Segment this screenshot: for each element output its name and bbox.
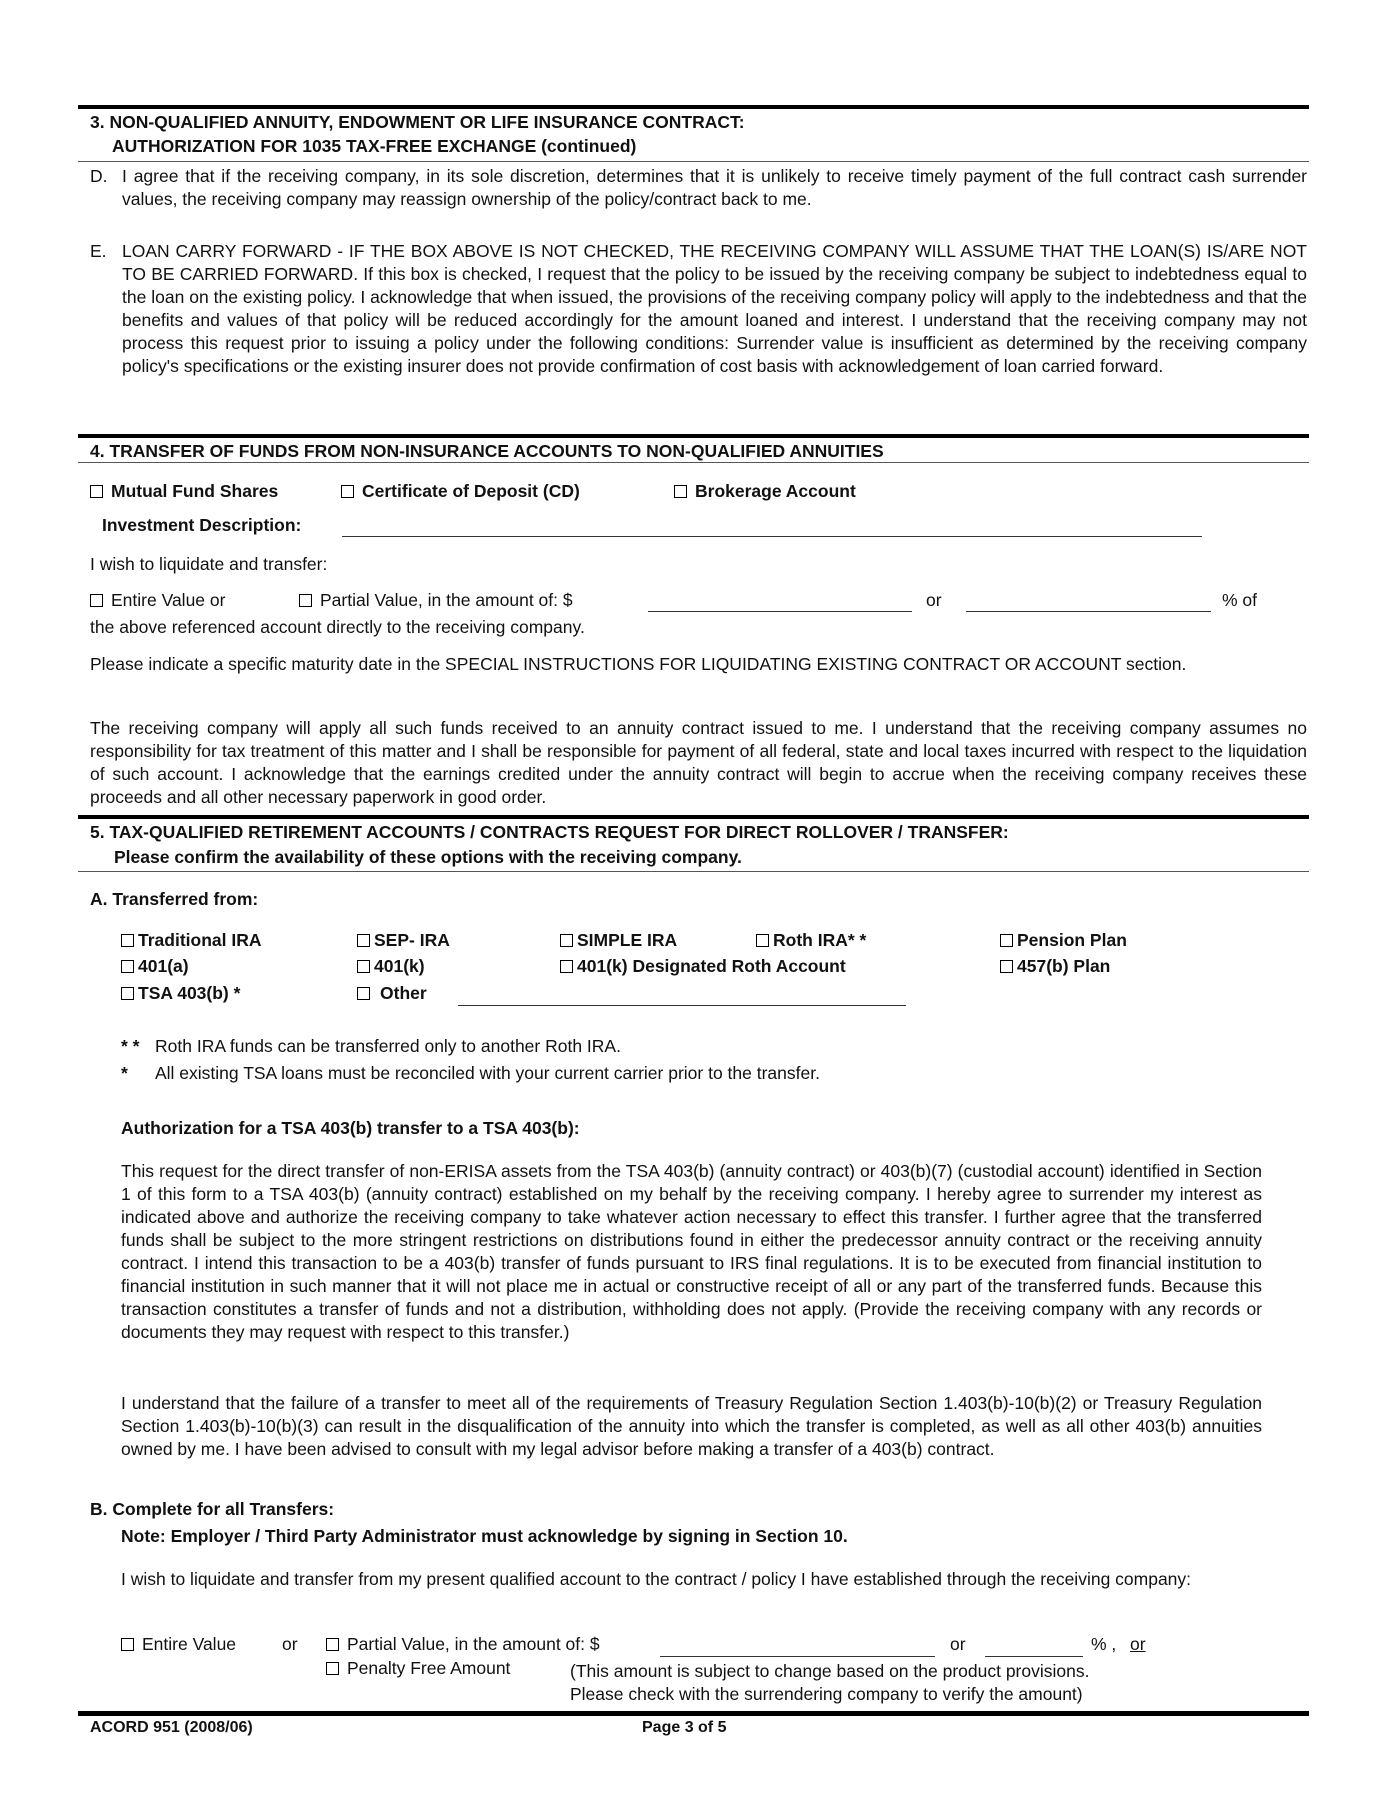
checkbox-icon[interactable] [341, 485, 354, 498]
part-b-partial-amount-field[interactable] [660, 1656, 935, 1657]
footer-divider [78, 1711, 1309, 1716]
or-label: or [926, 590, 942, 610]
footnote1-text: Roth IRA funds can be transferred only to another Roth IRA. [155, 1036, 621, 1056]
footnote1-mark: * * [121, 1036, 140, 1056]
form-id: ACORD 951 (2008/06) [90, 1719, 253, 1736]
section-divider [78, 105, 1309, 109]
partial-amount-field[interactable] [648, 611, 912, 612]
checkbox-icon[interactable] [357, 987, 370, 1000]
penalty-note-line2: Please check with the surrendering company to verify the amount) [570, 1684, 1083, 1704]
other-option[interactable]: Other [357, 983, 427, 1004]
checkbox-icon[interactable] [560, 934, 573, 947]
part-b-or2-label: or [950, 1634, 966, 1654]
checkbox-icon[interactable] [326, 1662, 339, 1675]
tsa-auth-para2: I understand that the failure of a transfer to meet all of the requirements of Treasury Regulation Section 1.403(b)-10(b)(2) or Treasury Regulation Section 1.403(b)-10(b)(3) can result in the disqualification of the annuity into which the transfer is completed, as well as all other 403(b) annuities owned by me. I have been advised to consult with my legal advisor before making a transfer of a 403(b) contract. [121, 1393, 1262, 1459]
partial-value-option[interactable]: Partial Value, in the amount of: $ [299, 590, 573, 611]
section5-title-line1: 5. TAX-QUALIFIED RETIREMENT ACCOUNTS / CONTRACTS REQUEST FOR DIRECT ROLLOVER / TRANSFER: [90, 822, 1009, 842]
section-divider [78, 161, 1309, 162]
section-divider [78, 871, 1309, 872]
checkbox-icon[interactable] [1000, 960, 1013, 973]
checkbox-icon[interactable] [121, 934, 134, 947]
percent-field[interactable] [966, 611, 1211, 612]
checkbox-icon[interactable] [756, 934, 769, 947]
part-b-or3-label: or [1130, 1634, 1146, 1654]
checkbox-icon[interactable] [90, 485, 103, 498]
checkbox-icon[interactable] [674, 485, 687, 498]
part-b-partial-value-option[interactable]: Partial Value, in the amount of: $ [326, 1634, 600, 1655]
pension-plan-option[interactable]: Pension Plan [1000, 930, 1127, 951]
item-e-label: E. [90, 241, 107, 261]
checkbox-icon[interactable] [90, 594, 103, 607]
part-b-percent-label: % , [1091, 1634, 1117, 1654]
penalty-note-line1: (This amount is subject to change based on the product provisions. [570, 1661, 1090, 1681]
roth-ira-option[interactable]: Roth IRA* * [756, 930, 866, 951]
part-a-label: A. Transferred from: [90, 889, 259, 909]
section-divider [78, 462, 1309, 463]
section5-title-line2: Please confirm the availability of these options with the receiving company. [114, 847, 742, 867]
item-e [90, 240, 1307, 378]
part-b-label: B. Complete for all Transfers: [90, 1499, 335, 1519]
investment-description-label: Investment Description: [102, 515, 302, 535]
funds-note: The receiving company will apply all such funds received to an annuity contract issued to me. I understand that the receiving company assumes no responsibility for tax treatment of this matter and I shall be responsible for payment of all federal, state and local taxes incurred with respect to the liquidation of such account. I acknowledge that the earnings credited under the annuity contract will begin to accrue when the receiving company receives these proceeds and all other necessary paperwork in good order. [90, 718, 1307, 807]
page-number: Page 3 of 5 [642, 1719, 727, 1736]
brokerage-account-option[interactable]: Brokerage Account [674, 481, 856, 502]
checkbox-icon[interactable] [121, 987, 134, 1000]
section-divider [78, 434, 1309, 438]
investment-description-field[interactable] [342, 536, 1202, 537]
checkbox-icon[interactable] [1000, 934, 1013, 947]
footnote2-mark: * [121, 1063, 128, 1083]
section3-title-line2: AUTHORIZATION FOR 1035 TAX-FREE EXCHANGE (continued) [112, 136, 637, 156]
item-d-text: I agree that if the receiving company, in its sole discretion, determines that it is unlikely to receive timely payment of the full contract cash surrender values, the receiving company may reassign ownership of the policy/contract back to me. [122, 166, 1307, 209]
sep-ira-option[interactable]: SEP- IRA [357, 930, 450, 951]
footnote2-text: All existing TSA loans must be reconciled with your current carrier prior to the transfer. [155, 1063, 820, 1083]
part-b-note: Note: Employer / Third Party Administrator must acknowledge by signing in Section 10. [121, 1526, 848, 1546]
tsa-403b-option[interactable]: TSA 403(b) * [121, 983, 240, 1004]
part-b-or-label: or [282, 1634, 298, 1654]
457b-plan-option[interactable]: 457(b) Plan [1000, 956, 1110, 977]
liquidate-label: I wish to liquidate and transfer: [90, 554, 328, 574]
checkbox-icon[interactable] [121, 1638, 134, 1651]
checkbox-icon[interactable] [357, 960, 370, 973]
item-d [90, 165, 1307, 211]
part-b-percent-field[interactable] [985, 1656, 1083, 1657]
item-e-text: LOAN CARRY FORWARD - IF THE BOX ABOVE IS NOT CHECKED, THE RECEIVING COMPANY WILL ASSUME THAT THE LOAN(S) IS/ARE NOT TO BE CARRIED FORWARD. If this box is checked, I request that the policy to be issued by the receiving company be subject to indebtedness equal to the loan on the existing policy. I acknowledge that when issued, the provisions of the receiving company policy will apply to the indebtedness and that the benefits and values of that policy will be reduced accordingly for the amount loaned and interest. I understand that the receiving company may not process this request prior to issuing a policy under the following conditions: Surrender value is insufficient as determined by the receiving company policy's specifications or the existing insurer does not provide confirmation of cost basis with acknowledgement of loan carried forward. [122, 241, 1307, 376]
mutual-fund-shares-option[interactable]: Mutual Fund Shares [90, 481, 278, 502]
certificate-of-deposit-option[interactable]: Certificate of Deposit (CD) [341, 481, 580, 502]
checkbox-icon[interactable] [326, 1638, 339, 1651]
checkbox-icon[interactable] [357, 934, 370, 947]
401k-option[interactable]: 401(k) [357, 956, 425, 977]
maturity-note: Please indicate a specific maturity date in the SPECIAL INSTRUCTIONS FOR LIQUIDATING EXISTING CONTRACT OR ACCOUNT section. [90, 654, 1187, 674]
section-divider [78, 815, 1309, 819]
penalty-free-amount-option[interactable]: Penalty Free Amount [326, 1658, 510, 1679]
401k-designated-roth-option[interactable]: 401(k) Designated Roth Account [560, 956, 846, 977]
401a-option[interactable]: 401(a) [121, 956, 189, 977]
checkbox-icon[interactable] [299, 594, 312, 607]
tsa-auth-para1: This request for the direct transfer of non-ERISA assets from the TSA 403(b) (annuity contract) or 403(b)(7) (custodial account) identified in Section 1 of this form to a TSA 403(b) (annuity contract) established on my behalf by the receiving company. I hereby agree to surrender my interest as indicated above and authorize the receiving company to take whatever action necessary to effect this transfer. I further agree that the transferred funds shall be subject to the more stringent restrictions on distributions found in either the predecessor annuity contract or the receiving annuity contract. I intend this transaction to be a 403(b) transfer of funds pursuant to IRS final regulations. It is to be executed from financial institution to financial institution in such manner that it will not place me in actual or constructive receipt of all or any part of the transferred funds. Because this transaction constitutes a transfer of funds and not a distribution, withholding does not apply. (Provide the receiving company with any records or documents they may request with respect to this transfer.) [121, 1161, 1262, 1342]
section4-title: 4. TRANSFER OF FUNDS FROM NON-INSURANCE ACCOUNTS TO NON-QUALIFIED ANNUITIES [90, 441, 884, 461]
percent-of-label: % of [1222, 590, 1258, 610]
account-note: the above referenced account directly to the receiving company. [90, 617, 585, 637]
checkbox-icon[interactable] [560, 960, 573, 973]
entire-value-option[interactable]: Entire Value or [90, 590, 225, 611]
part-b-entire-value-option[interactable]: Entire Value [121, 1634, 236, 1655]
part-b-text: I wish to liquidate and transfer from my present qualified account to the contract / policy I have established through the receiving company: [121, 1569, 1192, 1589]
simple-ira-option[interactable]: SIMPLE IRA [560, 930, 677, 951]
tsa-auth-title: Authorization for a TSA 403(b) transfer to a TSA 403(b): [121, 1118, 580, 1138]
traditional-ira-option[interactable]: Traditional IRA [121, 930, 261, 951]
section3-title-line1: 3. NON-QUALIFIED ANNUITY, ENDOWMENT OR LIFE INSURANCE CONTRACT: [90, 112, 745, 132]
other-field[interactable] [458, 1005, 906, 1006]
checkbox-icon[interactable] [121, 960, 134, 973]
item-d-label: D. [90, 166, 108, 186]
